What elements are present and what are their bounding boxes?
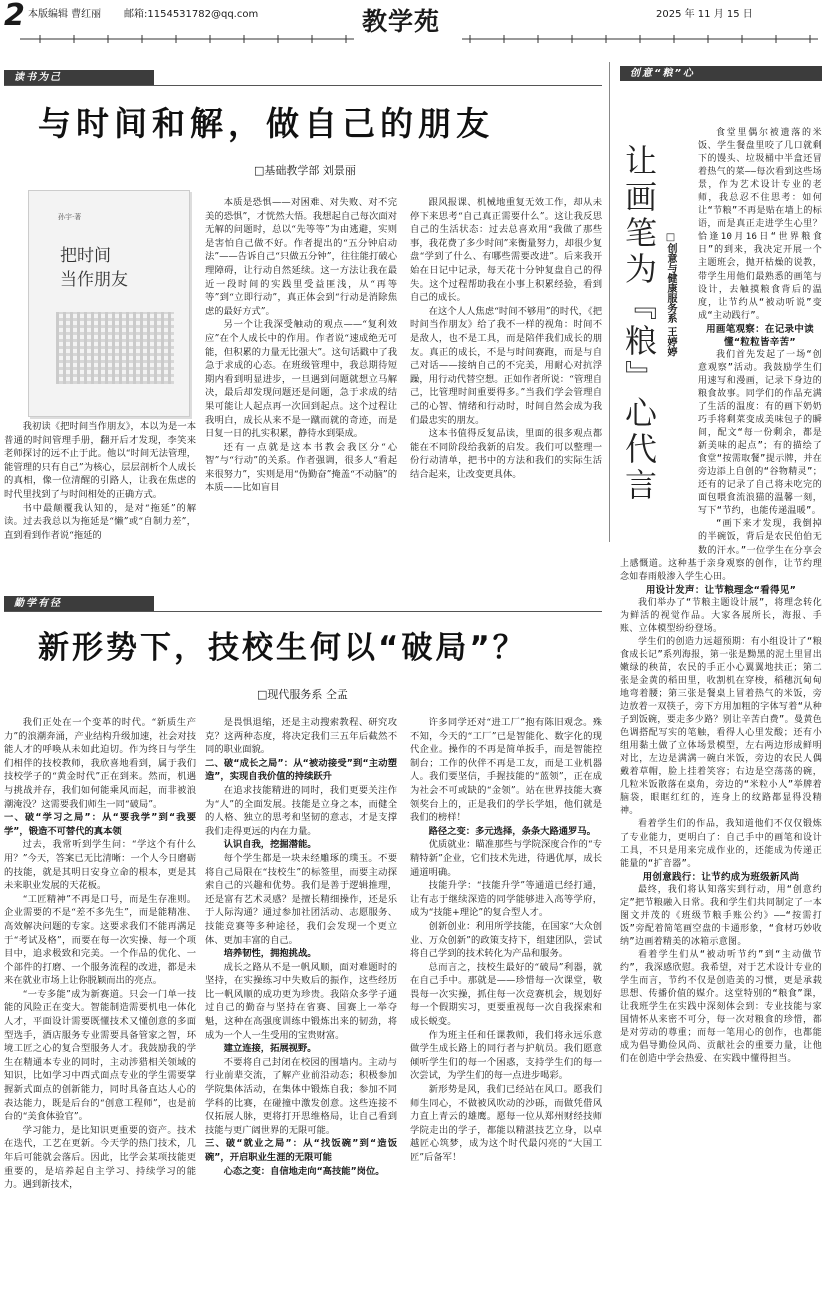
subheading: 建立连接，拓展视野。: [223, 1043, 317, 1055]
subheading: 心态之变：自信地走向“高技能”岗位。: [223, 1165, 385, 1177]
subheading: 用设计发声：让节粮理念“看得见”: [645, 584, 797, 596]
paragraph: 食堂里偶尔被遗落的米饭、学生餐盘里咬了几口就剩下的馒头、垃圾桶中半盒还冒着热气的菜——每次看到这些场景，作为艺术设计专业的老师，我总忍不住思考：如何让“节粮”不再是贴在墙上的标语，而是真正走进学生心里？恰逢10月16日“世界粮食日”的到来，我决定开展一个主题班会，抛开枯燥的说教，带学生用他们最熟悉的画笔与设计，去触摸粮食背后的温度，让节约从“被动听说”变成“主动践行”。: [698, 128, 822, 321]
subheading: 路径之变：多元选择，条条大路通罗马。: [428, 825, 596, 837]
subheading: 培养韧性，拥抱挑战。: [223, 948, 317, 960]
article1-column-2: [205, 196, 397, 570]
subheading: 二、破“成长之局”：从“被动接受”到“主动塑造”，实现自我价值的持续跃升: [205, 757, 397, 783]
column-divider: [609, 62, 610, 542]
paragraph: 成长之路从不是一帆风顺，面对难题时的坚持，在实操练习中失败后的振作，这些经历比一帆风顺的成功更为珍贵。我陪众多学子通过自己的勤奋与坚持在省赛、国赛上一举夺魁，这种在高强度训练中锻炼出来的韧劲，将成为一个人一生受用的宝贵财富。: [205, 961, 397, 1041]
paragraph: 优质就业：瞄准那些与学院深度合作的“专精特新”企业，它们技术先进，待遇优厚，成长通道明确。: [410, 839, 602, 878]
article1-byline: □基础教学部 刘景丽: [254, 164, 356, 177]
article3-title: 让画笔为『粮』心代言: [620, 144, 658, 504]
column-tag-creative: 创意“粮”心: [620, 66, 822, 81]
paragraph: 许多同学还对“进工厂”抱有陈旧观念。殊不知，今天的“工厂”已是智能化、数字化的现代企业。操作的不再是简单扳手，而是智能控制台；工作的伙伴不再是工友，而是工业机器人。我们要坚信，手握技能的“蓝领”，正在成为社会不可或缺的“金领”。站在世界技能大赛领奖台上的，正是我们的学长学姐，他们就是我们的榜样！: [410, 717, 602, 824]
title-spacer: [620, 127, 698, 557]
paragraph: 不要将自己封闭在校园的围墙内。主动与行业前辈交流，了解产业前沿动态；积极参加学院集体活动，在集体中锻炼自我；参加不同学科的比赛，在碰撞中激发创意。这些连接不仅拓展人脉，更将打开思维格局，让自己看到技能与更广阔世界的无限可能。: [205, 1056, 397, 1136]
section-title: 教学苑: [362, 7, 441, 36]
book-author: 孙宇·著: [58, 213, 82, 221]
divider: [4, 85, 602, 86]
article2-column-2: [205, 716, 397, 1296]
book-title-line-1: 把时间: [60, 246, 111, 266]
paragraph: 最终，我们将认知落实到行动，用“创意约定”把节粮融入日常。我和学生们共同制定了一本图文并茂的《班级节粮手账公约》——“按需打饭”旁配着简笔画空盘的卡通形象，“食材巧妙收纳”边画着精美的冰箱示意图。: [620, 884, 822, 947]
paragraph: “一专多能”成为新赛道。只会一门单一技能的风险正在变大。智能制造需要机电一体化人才，平面设计需要既懂技术又懂创意的多面型选手，酒店服务专业需要具备管家之智，环境工匠之心的复合型服务人才。我鼓励我的学生在精通本专业的同时，主动涉猎相关领域的知识，比如学习中西式面点专业的学生需要掌握新式面点的创新能力，同时具备直达人心的表达能力，既是后台的“创意工程师”，也是前台的“美食体验官”。: [4, 988, 196, 1123]
paragraph: 创新创业：利用所学技能，在国家“大众创业、万众创新”的政策支持下，组建团队，尝试将自己学到的技术转化为产品和服务。: [410, 920, 602, 960]
page-number: 2: [4, 0, 25, 33]
paragraph: 是畏惧退缩，还是主动搜索教程、研究攻克？这两种态度，将决定我们三五年后截然不同的职业面貌。: [205, 717, 397, 756]
paragraph: 新形势是风，我们已经站在风口。愿我们师生同心，不做被风吹动的沙砾，而做凭借风力直上青云的雄鹰。愿每一位从郑州财经技师学院走出的学子，都能以精湛技艺立身，以卓越匠心筑梦，成为这个时代最闪亮的“大国工匠”后备军！: [410, 1084, 602, 1163]
column-tag-reading: 读书为己: [4, 70, 154, 85]
paragraph: 学习能力，是比知识更重要的资产。技术在迭代，工艺在更新。今天学的热门技术，几年后可能就会落后。因此，比学会某项技能更重要的，是培养起自主学习、持续学习的能力。遇到新技术，: [4, 1124, 196, 1191]
article2-column-3: [410, 716, 602, 1296]
paragraph: 这本书值得反复品读，里面的很多观点都能在不同阶段给我新的启发。我们可以整理一份行动清单，把书中的方法和我们的实际生活结合起来，让改变更具体。: [410, 428, 602, 480]
paragraph: 本质是恐惧——对困难、对失败、对不完美的恐惧”，才恍然大悟。我想起自己每次面对无解的问题时，总以“先等等”为由逃避，实则是害怕自己做不好。作者提出的“五分钟启动法”——告诉自己“只做五分钟”，往往能打破心理障碍，让行动自然延续。这一方法让我在最近一段时间的实践里受益匪浅，从“再等等”到“立即行动”，真正体会到“行动是消除焦虑的最好方式”。: [205, 197, 397, 317]
paragraph: 看着学生们的作品，我知道他们不仅仅锻炼了专业能力，更明白了：自己手中的画笔和设计工具，不只是用来完成作业的，还能成为传递正能量的“扩音器”。: [620, 819, 822, 869]
paragraph: 跟风报课、机械地重复无效工作，却从未停下来思考“自己真正需要什么”。这让我反思自己的生活状态：过去总喜欢用“我做了那些事，我花费了多少时间”来衡量努力，却很少复盘“学到了什么、有哪些需要改进”。后来我开始在日记中记录，每天花十分钟复盘自己的得失。这个过程帮助我在小事上积累经验，看到自己的成长。: [410, 197, 602, 304]
article2-title: 新形势下，技校生何以“破局”？: [38, 630, 527, 666]
paragraph: 我们举办了“节粮主题设计展”，将理念转化为鲜活的视觉作品。大家各展所长，海报、手账、立体模型纷纷登场。: [620, 597, 822, 634]
article1-column-3: [410, 196, 602, 570]
article2-byline: □现代服务系 仝孟: [257, 688, 348, 701]
paragraph: “画下来才发现，我倒掉的半碗饭，背后是农民伯伯无数的汗水。”一位学生在分享会上感慨道。这种基于亲身观察的创作，让节约理念如春雨般渗入学生心田。: [620, 519, 822, 582]
article2-column-1: [4, 716, 196, 1296]
article3-body: [620, 127, 822, 1295]
paragraph: 书中最颠覆我认知的，是对“拖延”的解读。过去我总以为拖延是“懒”或“自制力差”，直到看到作者说“拖延的: [4, 502, 196, 541]
paragraph: 看着学生们从“被动听节约”到“主动做节约”，我深感欣慰。我希望，对于艺术设计专业的学生而言，节约不仅是创造美的习惯，更是承载思想、传播价值的媒介。这堂特别的“粮食”课，让我班学生在实践中深刻体会到：专业技能与家国情怀从来密不可分，每一次对粮食的珍惜，都是对劳动的尊重；而每一笔用心的创作，也都能成为倡导勤俭风尚、贡献社会的重要力量，让他们在创造中学会热爱、在实践中懂得担当。: [620, 949, 822, 1065]
book-cover-title: [60, 244, 128, 292]
paragraph: 在这个人人焦虑“时间不够用”的时代，《把时间当作朋友》给了我不一样的视角：时间不是敌人，也不是工具，而是陪伴我们成长的朋友。真正的成长，不是与时间赛跑，而是与自己对话——接纳自己的不完美，用耐心对抗浮躁，用行动代替空想。正如作者所说：“管理自己，比管理时间重要得多。”当我们学会管理自己的心智、情绪和行动时，时间自然会成为我们最忠实的朋友。: [410, 305, 602, 426]
paragraph: 作为班主任和任课教师，我们将永远乐意做学生成长路上的同行者与护航员。我们愿意倾听学生们的每一个困惑，支持学生们的每一次尝试，为学生们的每一点进步喝彩。: [410, 1029, 602, 1082]
subheading: 用画笔观察：在记录中读懂“粒粒皆辛苦”: [706, 323, 814, 348]
paragraph: 技能升学：“技能升学”等通道已经打通，让有志于继续深造的同学能够进入高等学府，成为“技能+理论”的复合型人才。: [410, 880, 602, 919]
issue-date: 2025 年 11 月 15 日: [656, 9, 753, 20]
article1-title: 与时间和解，做自己的朋友: [38, 104, 494, 143]
subheading: 三、破“就业之局”：从“找饭碗”到“造饭碗”，开启职业生涯的无限可能: [205, 1138, 397, 1163]
paragraph: 我初读《把时间当作朋友》，本以为是一本普通的时间管理手册，翻开后才发现，李笑来老师探讨的远不止于此。他以“时间无法管理，能管理的只有自己”为核心，层层剖析个人成长的真相，像一位清醒的引路人，让我在焦虑的时代里找到了与时间相处的正确方式。: [4, 421, 196, 500]
paragraph: 我们首先发起了一场“创意观察”活动。我鼓励学生们用速写和漫画，记录下身边的粮食故事。同学们的作品充满了生活的温度：有的画下奶奶巧手将剩菜变成美味包子的瞬间，配文“每一份剩余，都是新美味的起点”；有的描绘了食堂“按需取餐”提示牌，并在旁边添上自创的“谷物精灵”；还有的记录了自己将未吃完的面包喂食流浪猫的温馨一刻，写下“节约，也能传递温暖”。: [698, 349, 822, 517]
subheading: 一、破“学习之局”：从“要我学”到“我要学”，锻造不可替代的真本领: [4, 812, 196, 837]
paragraph: 还有一点就是这本书教会我区分“心智”与“行动”的关系。作者强调，很多人“看起来很努力”，实则是用“伪勤奋”掩盖“不动脑”的本质——比如盲目: [205, 441, 397, 494]
book-cover-pattern: [56, 312, 174, 384]
paragraph: 我们正处在一个变革的时代。“新质生产力”的浪潮奔涌，产业结构升级加速，社会对技能人才的呼唤从未如此迫切。作为终日与学生们相伴的技校教师，我欣喜地看到，属于我们技校学子的“黄金时代”正在到来。然而，机遇与挑战并存，我们如何能乘风而起，而非被浪潮淹没？这需要我们师生一同“破局”。: [4, 717, 196, 810]
divider: [4, 611, 602, 612]
editor-label: 本版编辑 曹红丽: [28, 9, 102, 20]
paragraph: 在追求技能精进的同时，我们更要关注作为“人”的全面发展。技能是立身之本，而健全的人格、独立的思考和坚韧的意志，才是支撑我们走得更远的内在力量。: [205, 784, 397, 837]
paragraph: 学生们的创造力远超预期：有小组设计了“粮食成长记”系列海报，第一张是黝黑的泥土里冒出嫩绿的秧苗，农民的手正小心翼翼地扶正；第二张是金黄的稻田里，收割机在穿梭，稻穗沉甸甸地弯着腰；第三张是餐桌上冒着热气的米饭，旁边放着一双筷子，旁下方用加粗的字体写着“从种子到饭碗，要走多少路？别让辛苦白费”。曼黄色色调搭配写实的笔触，看得人心里发酸；还有小组用黏土做了立体场景模型，左右两边形成鲜明对比，左边是满满一碗白米饭，旁边的农民人偶戴着草帽，脸上挂着笑容；右边是空荡荡的碗，几粒米饭散落在桌角，旁边的“米粒小人”举牌着脑袋，眼眶红红的，连身上的纹路都显得没精神。: [620, 636, 822, 817]
paragraph: 过去，我常听到学生问：“学这个有什么用？”今天，答案已无比清晰：一个人今日磨砺的技能，就是其明日安身立命的根本，更是其未来职业发展的天花板。: [4, 839, 196, 892]
article1-column-1: [4, 420, 196, 570]
paragraph: 每个学生都是一块未经雕琢的璞玉。不要将自己局限在“技校生”的标签里，而要主动探索自己的兴趣和优势。我们是善于逻辑推理，还是富有艺术灵感？是擅长精细操作，还是乐于人际沟通？通过参加社团活动、志愿服务、技能竞赛等多种途径，我们会发现一个更立体、更加丰富的自己。: [205, 852, 397, 946]
book-title-line-2: 当作朋友: [60, 270, 128, 290]
paragraph: 另一个让我深受触动的观点——“复利效应”在个人成长中的作用。作者说“速成绝无可能，但积累的力量无比强大”。这句话戳中了我急于求成的心态。在班级管理中，我总期待短期内看到明显进步，一旦遇到问题就想立马解决，最后却发现问题还是问题，急于求成的结果可能让人起点再一次回到起点。这个过程让我明白，成长从来不是一蹴而就的奇迹，而是日复一日的扎实积累，静待水到渠成。: [205, 319, 397, 440]
email-label: 邮箱:1154531782@qq.com: [124, 9, 259, 20]
article3-byline: □创意与健康服务系 王婷婷: [665, 232, 676, 357]
paragraph: 总而言之，技校生最好的“破局”利器，就在自己手中。那就是——珍惜每一次课堂，敬畏每一次实操，抓住每一次竞赛机会，规划好每一个假期实习，更要重视每一次自我探索和成长蜕变。: [410, 961, 602, 1028]
subheading: 用创意践行：让节约成为班级新风尚: [642, 871, 800, 883]
subheading: 认识自我，挖掘潜能。: [223, 839, 317, 851]
masthead-ruler: [0, 34, 824, 48]
column-tag-study: 勤学有径: [4, 596, 154, 611]
paragraph: “工匠精神”不再是口号，而是生存准则。企业需要的不是“差不多先生”，而是能精准、高效解决问题的专家。这要求我们不能再满足于“考试及格”，而要在每一次实操、每一个项目中，追求极致和完美。一个作品的优化、一个部件的打磨、一个服务流程的改进，都是未来在就业市场上让你脱颖而出的亮点。: [4, 893, 196, 987]
